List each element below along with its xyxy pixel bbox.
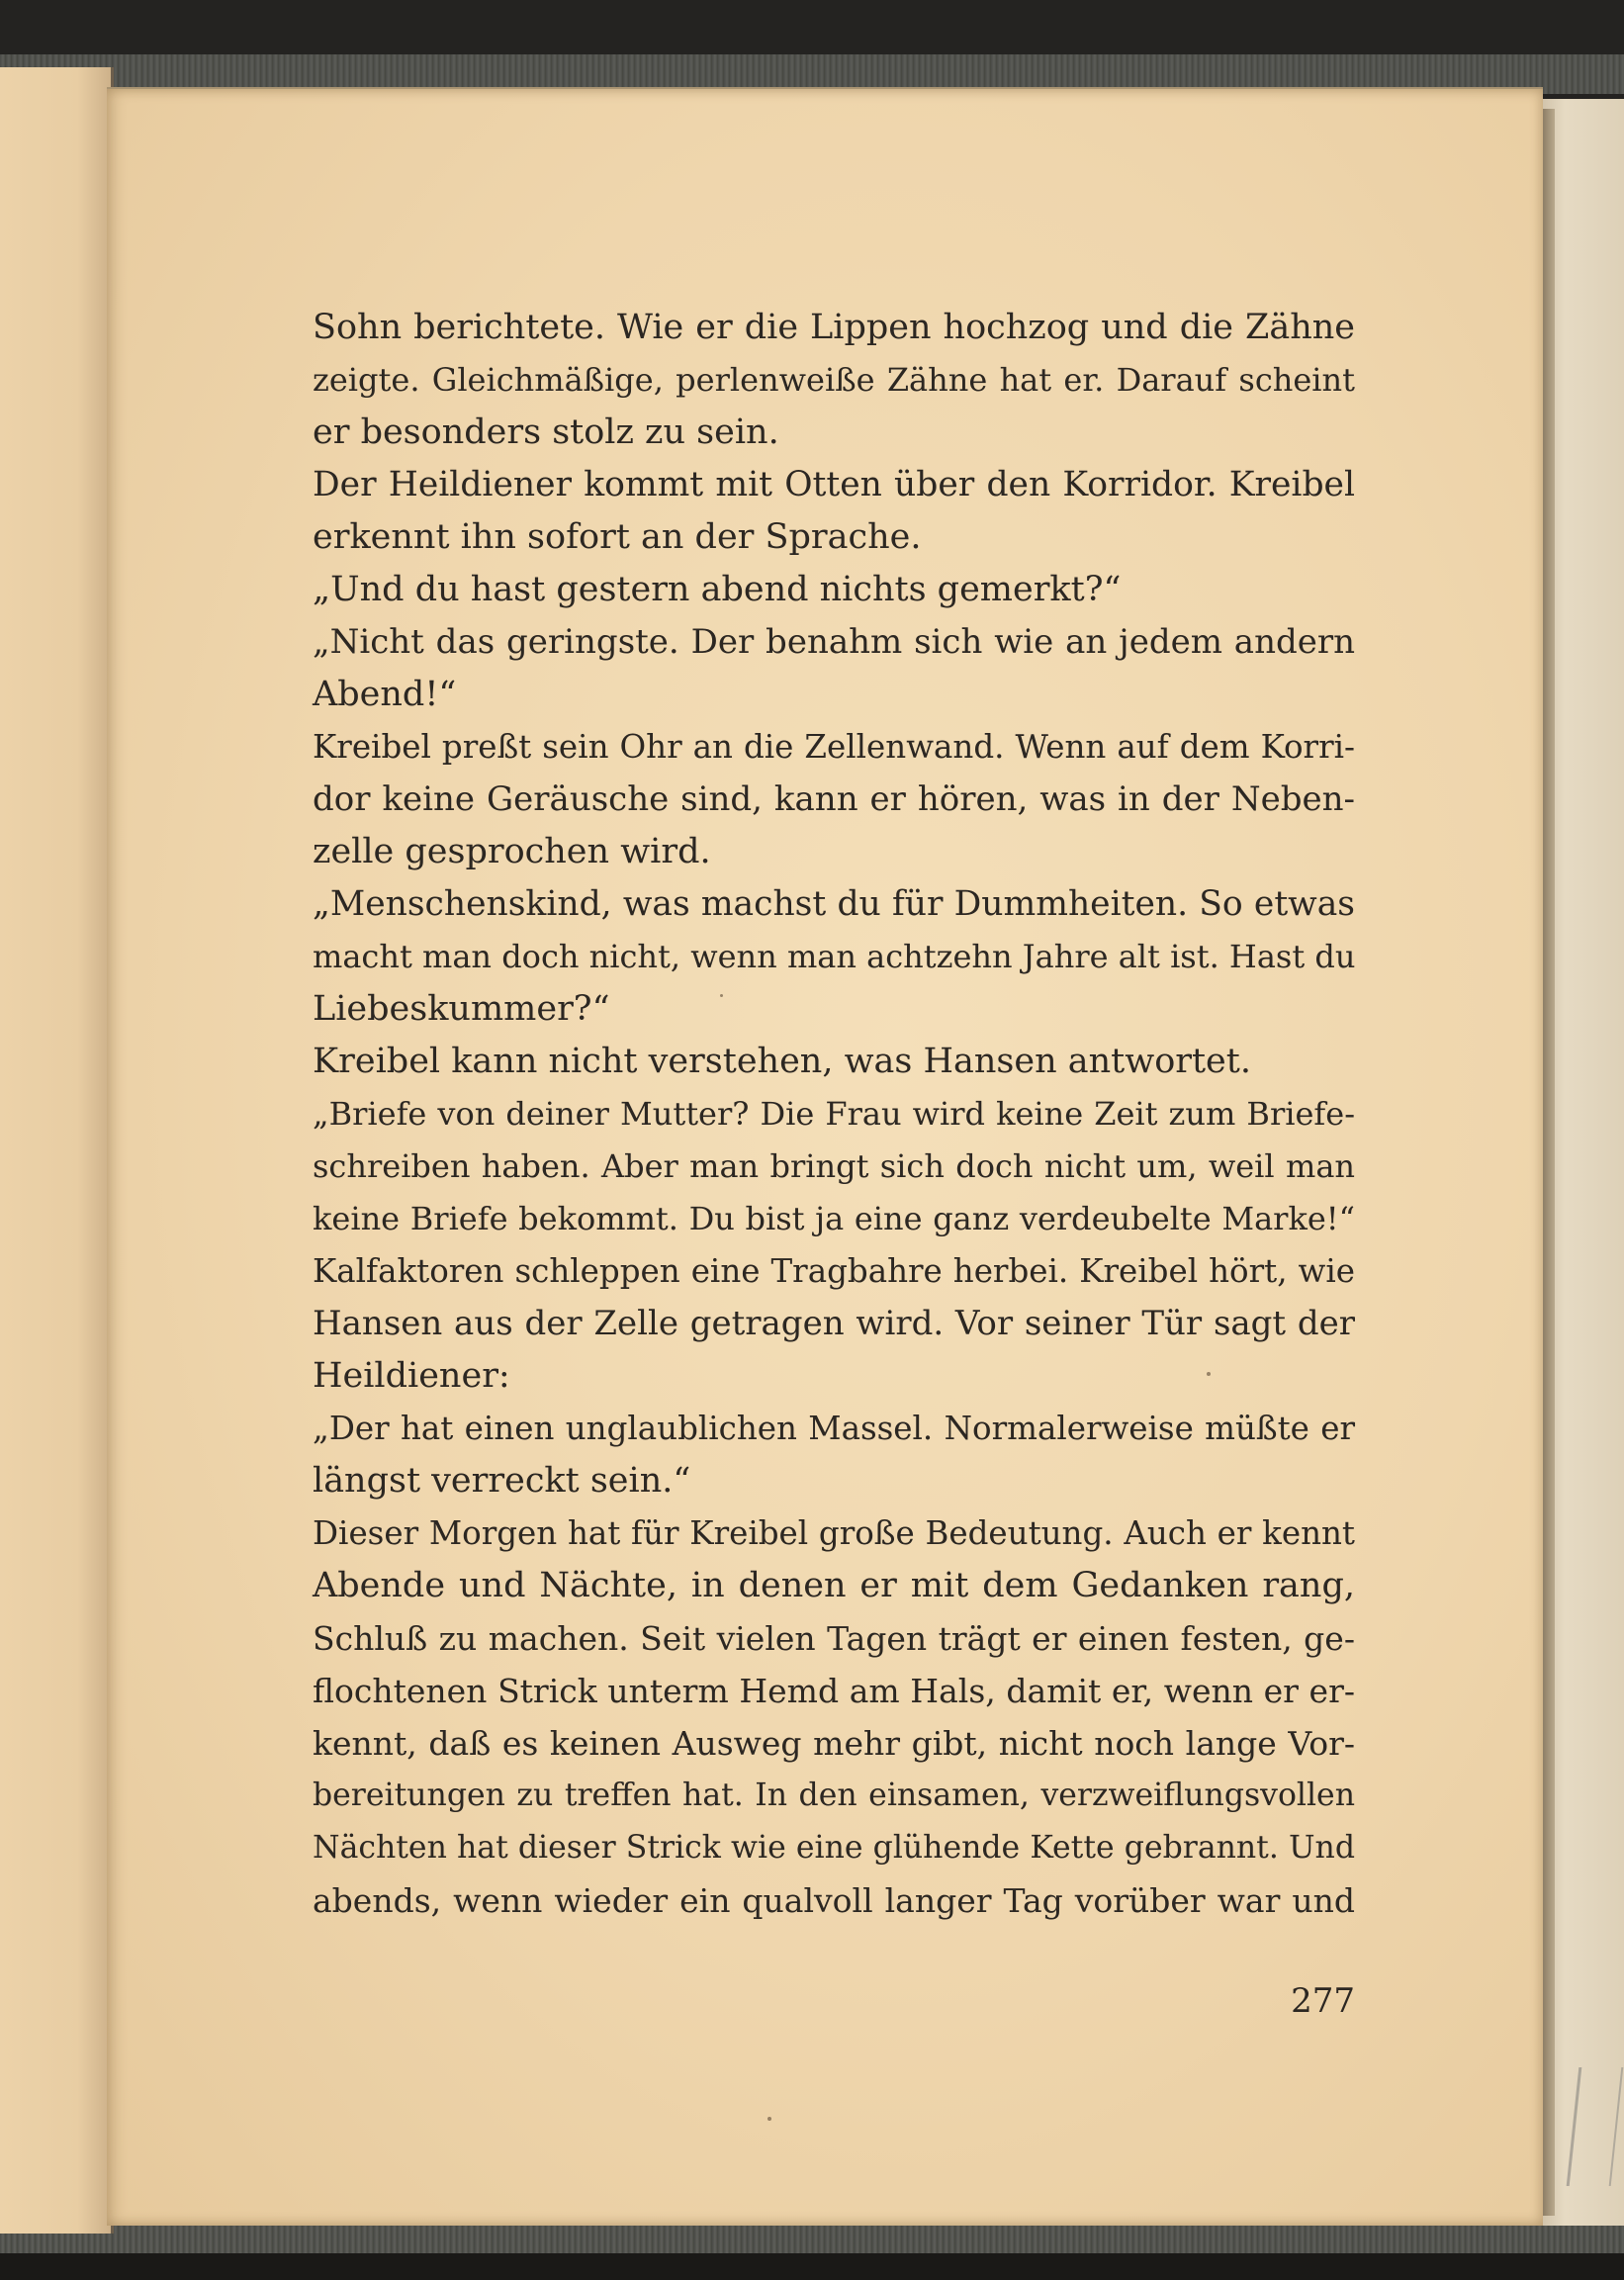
text-line: Kreibel kann nicht verstehen, was Hansen antwortet. (313, 1042, 1251, 1081)
text-line: Dieser Morgen hat für Kreibel große Bedeutung. Auch er kennt (313, 1514, 1355, 1552)
text-line: Der Heildiener kommt mit Otten über den Korridor. Kreibel (313, 465, 1355, 504)
text-line: Abend!“ (313, 675, 457, 714)
text-line: zeigte. Gleichmäßige, perlenweiße Zähne hat er. Darauf scheint (313, 361, 1355, 399)
left-page-edge (0, 67, 114, 2234)
text-line: Heildiener: (313, 1356, 510, 1396)
paper-speck (767, 2117, 771, 2121)
body-text (313, 302, 1355, 1927)
text-line: „Und du hast gestern abend nichts gemerkt?“ (313, 570, 1122, 609)
text-line: er besonders stolz zu sein. (313, 412, 779, 452)
text-line: bereitungen zu treffen hat. In den einsamen, verzweiflungsvollen (313, 1778, 1355, 1813)
text-line: Liebeskummer?“ (313, 989, 610, 1029)
paper-speck (720, 994, 723, 997)
text-line: schreiben haben. Aber man bringt sich doch nicht um, weil man (313, 1147, 1355, 1185)
text-line: flochtenen Strick unterm Hemd am Hals, damit er, wenn er er- (313, 1672, 1355, 1710)
text-line: kennt, daß es keinen Ausweg mehr gibt, nicht noch lange Vor- (313, 1724, 1355, 1763)
text-line: abends, wenn wieder ein qualvoll langer Tag vorüber war und (313, 1881, 1355, 1920)
text-line: Hansen aus der Zelle getragen wird. Vor seiner Tür sagt der (313, 1304, 1355, 1343)
text-line: keine Briefe bekommt. Du bist ja eine ganz verdeubelte Marke!“ (313, 1200, 1355, 1237)
text-line: „Menschenskind, was machst du für Dummheiten. So etwas (313, 884, 1355, 924)
text-line: „Briefe von deiner Mutter? Die Frau wird keine Zeit zum Briefe- (313, 1095, 1355, 1133)
text-line: dor keine Geräusche sind, kann er hören, was in der Neben- (313, 779, 1355, 819)
text-line: Kalfaktoren schleppen eine Tragbahre herbei. Kreibel hört, wie (313, 1252, 1355, 1290)
page-edge-shadow (1543, 109, 1555, 2216)
paper-speck (1207, 1372, 1211, 1376)
text-line: Schluß zu machen. Seit vielen Tagen trägt er einen festen, ge- (313, 1619, 1355, 1658)
text-line: Nächten hat dieser Strick wie eine glühende Kette gebrannt. Und (313, 1830, 1355, 1866)
text-line: Kreibel preßt sein Ohr an die Zellenwand. Wenn auf dem Korri- (313, 728, 1355, 766)
text-line: macht man doch nicht, wenn man achtzehn Jahre alt ist. Hast du (313, 938, 1356, 975)
text-line: längst verreckt sein.“ (313, 1461, 691, 1501)
text-line: „Der hat einen unglaublichen Massel. Normalerweise müßte er (313, 1410, 1355, 1447)
page-number: 277 (1291, 1981, 1355, 2021)
text-line: zelle gesprochen wird. (313, 832, 711, 871)
text-line: Sohn berichtete. Wie er die Lippen hochzog und die Zähne (313, 308, 1355, 347)
text-line: erkennt ihn sofort an der Sprache. (313, 517, 922, 557)
text-line: Abende und Nächte, in denen er mit dem Gedanken rang, (313, 1566, 1355, 1605)
text-line: „Nicht das geringste. Der benahm sich wie an jedem andern (313, 622, 1355, 662)
